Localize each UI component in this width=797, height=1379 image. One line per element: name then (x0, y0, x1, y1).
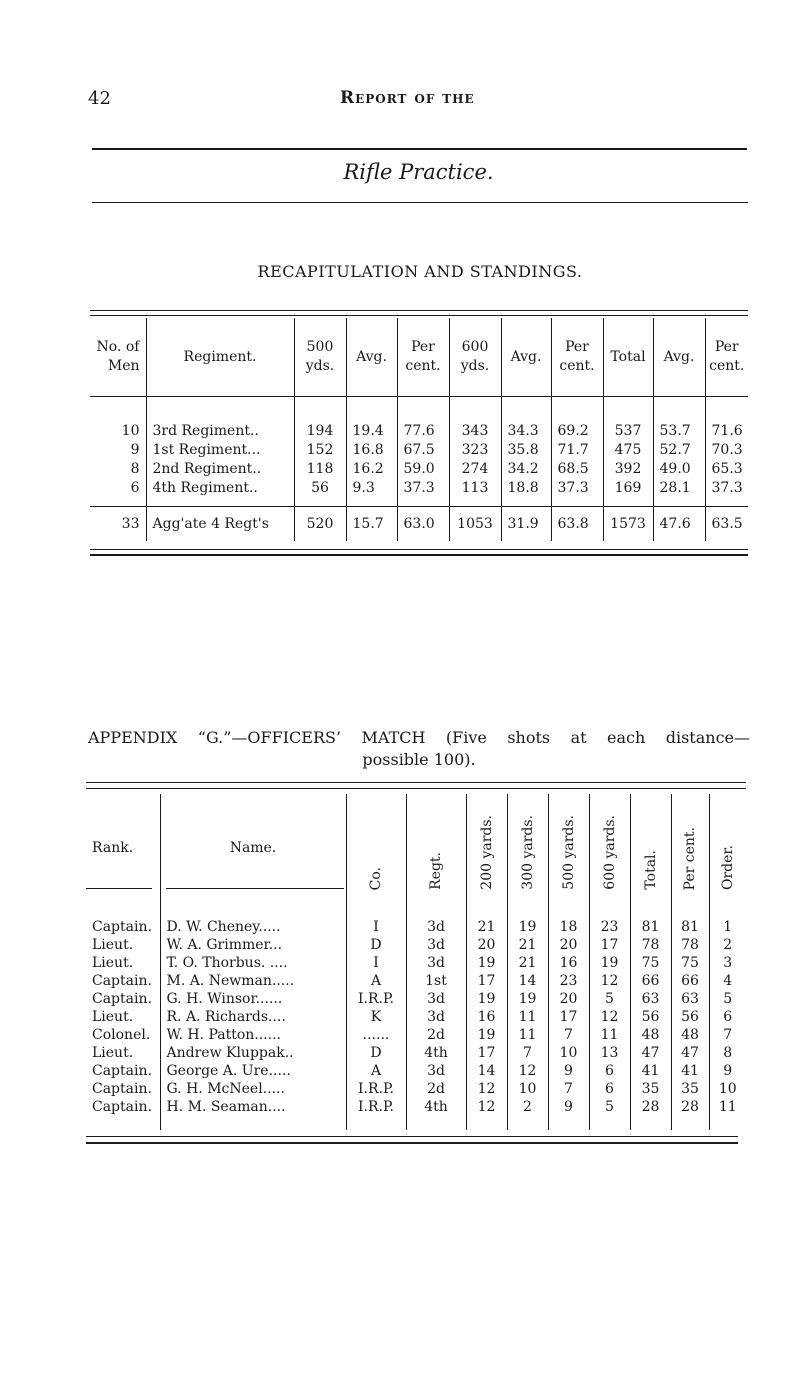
recap-header-cell (551, 318, 603, 396)
recap-total-cell: 520 (294, 507, 346, 542)
officers-cell: 75 (671, 954, 709, 972)
recap-row (90, 396, 748, 441)
officers-cell: 41 (630, 1062, 671, 1080)
recap-header-label: Avg. (510, 348, 542, 365)
table-row (86, 1098, 746, 1130)
running-head: Report of the (340, 88, 475, 108)
officers-cell: 20 (548, 936, 589, 954)
officers-cell: 63 (630, 990, 671, 1008)
officers-cell: R. A. Richards.... (160, 1008, 346, 1026)
officers-cell: 12 (466, 1098, 507, 1130)
officers-cell: 66 (671, 972, 709, 990)
recap-cell: 49.0 (653, 460, 705, 479)
officers-header-label: 500 yards. (560, 815, 577, 890)
recap-cell: 323 (449, 441, 501, 460)
recap-header-label: cent. (709, 358, 745, 374)
officers-cell: 56 (630, 1008, 671, 1026)
recap-cell: 8 (130, 461, 140, 477)
recap-cell: 28.1 (653, 479, 705, 507)
recap-cell: 16.8 (346, 441, 397, 460)
officers-cell: 7 (507, 1044, 548, 1062)
officers-cell: 3 (709, 954, 746, 972)
recap-header-label: yds. (460, 358, 490, 374)
officers-header-cell (630, 794, 671, 902)
officers-cell: 3d (406, 1062, 466, 1080)
officers-header-cell (548, 794, 589, 902)
officers-cell: I.R.P. (346, 990, 406, 1008)
recap-cell: 34.2 (501, 460, 551, 479)
recap-header-label: 500 (306, 339, 334, 355)
officers-cell: 7 (548, 1026, 589, 1044)
officers-cell: A (346, 1062, 406, 1080)
recap-cell: 169 (603, 479, 653, 507)
recap-cell: 343 (449, 396, 501, 441)
officers-header-label: Name. (229, 840, 277, 856)
officers-cell: Captain. (92, 919, 152, 935)
officers-cell: 19 (466, 1026, 507, 1044)
officers-cell: 10 (709, 1080, 746, 1098)
recap-table-title: RECAPITULATION AND STANDINGS. (257, 262, 583, 281)
recap-header-label: Avg. (356, 348, 387, 365)
officers-cell: I (346, 954, 406, 972)
recap-body (90, 396, 748, 507)
officers-cell: 4th (406, 1044, 466, 1062)
officers-cell: 12 (589, 972, 630, 990)
recap-header-cell (705, 318, 748, 396)
officers-cell: 5 (589, 1098, 630, 1130)
recap-cell: 71.6 (705, 396, 748, 441)
officers-cell: 23 (548, 972, 589, 990)
recap-header-label: Avg. (663, 348, 695, 365)
recap-cell: 4th Regiment.. (146, 479, 294, 507)
recap-cell: 2nd Regiment.. (146, 460, 294, 479)
recap-header-row (90, 318, 748, 396)
recap-cell: 9 (130, 442, 140, 458)
table-row (86, 936, 746, 954)
officers-cell: D. W. Cheney..... (160, 902, 346, 936)
recap-row (90, 479, 748, 507)
officers-cell: 47 (630, 1044, 671, 1062)
recap-total-cell: 47.6 (653, 507, 705, 542)
officers-cell: 21 (466, 902, 507, 936)
recap-cell: 69.2 (551, 396, 603, 441)
officers-cell: 75 (630, 954, 671, 972)
table-row (86, 990, 746, 1008)
officers-cell: 20 (548, 990, 589, 1008)
officers-cell: Captain. (92, 1063, 152, 1079)
table-row (86, 902, 746, 936)
recap-cell: 475 (603, 441, 653, 460)
recap-header-label: cent. (559, 358, 595, 374)
officers-cell: G. H. Winsor...... (160, 990, 346, 1008)
table-row (86, 1008, 746, 1026)
officers-header-label: Rank. (92, 840, 134, 856)
officers-cell: T. O. Thorbus. .... (160, 954, 346, 972)
officers-cell: W. A. Grimmer... (160, 936, 346, 954)
section-title: Rifle Practice. (343, 160, 494, 184)
officers-cell: 3d (406, 954, 466, 972)
officers-header-label: 200 yards. (478, 815, 495, 890)
officers-cell: 5 (589, 990, 630, 1008)
recap-cell: 70.3 (705, 441, 748, 460)
recap-cell: 52.7 (653, 441, 705, 460)
officers-cell: 2 (507, 1098, 548, 1130)
officers-header-label: Total. (642, 850, 659, 890)
recap-cell: 37.3 (397, 479, 449, 507)
recap-header-cell (294, 318, 346, 396)
officers-cell: 35 (671, 1080, 709, 1098)
officers-cell: Captain. (92, 973, 152, 989)
officers-header-label: 600 yards. (601, 815, 618, 890)
recap-total-cell: Agg'ate 4 Regt's (146, 507, 294, 542)
officers-cell: 19 (589, 954, 630, 972)
officers-cell: Lieut. (92, 1045, 134, 1061)
officers-cell: Lieut. (92, 937, 134, 953)
recap-total-row (90, 507, 748, 542)
table-row (86, 972, 746, 990)
officers-cell: 9 (709, 1062, 746, 1080)
officers-header-cell (346, 794, 406, 902)
recap-header-label: Total (610, 348, 646, 365)
officers-cell: 10 (548, 1044, 589, 1062)
officers-cell: 6 (709, 1008, 746, 1026)
officers-header-cell (671, 794, 709, 902)
recap-total-cell: 63.8 (551, 507, 603, 542)
officers-cell: 48 (630, 1026, 671, 1044)
officers-cell: Lieut. (92, 1009, 134, 1025)
officers-cell: M. A. Newman..... (160, 972, 346, 990)
officers-cell: 78 (630, 936, 671, 954)
officers-cell: H. M. Seaman.... (160, 1098, 346, 1130)
recap-rule-bottom-1 (90, 549, 748, 550)
officers-header-cell (709, 794, 746, 902)
recap-total-cell: 63.0 (397, 507, 449, 542)
recap-header-label: Per (714, 339, 739, 355)
officers-cell: 23 (589, 902, 630, 936)
officers-cell: 1 (709, 902, 746, 936)
recap-total (90, 507, 748, 542)
officers-cell: 17 (589, 936, 630, 954)
officers-cell: 35 (630, 1080, 671, 1098)
officers-cell: 18 (548, 902, 589, 936)
officers-cell: George A. Ure..... (160, 1062, 346, 1080)
recap-header-label: Regiment. (183, 348, 257, 365)
officers-rule-bottom-2 (86, 1142, 738, 1144)
officers-header-cell (507, 794, 548, 902)
officers-cell: 7 (709, 1026, 746, 1044)
officers-cell: 2d (406, 1026, 466, 1044)
officers-cell: 28 (671, 1098, 709, 1130)
officers-cell: 11 (589, 1026, 630, 1044)
officers-cell: 3d (406, 936, 466, 954)
recap-rule-top-1 (90, 310, 748, 311)
recap-total-cell: 33 (90, 507, 146, 542)
recap-cell: 10 (121, 423, 140, 439)
officers-cell: K (346, 1008, 406, 1026)
officers-cell: G. H. McNeel..... (160, 1080, 346, 1098)
rule-top (92, 148, 747, 150)
officers-header-cell (589, 794, 630, 902)
recap-cell: 274 (449, 460, 501, 479)
officers-cell: 81 (630, 902, 671, 936)
recap-header-cell (346, 318, 397, 396)
officers-cell: 11 (709, 1098, 746, 1130)
table-row (86, 1062, 746, 1080)
officers-header-label: Regt. (428, 852, 444, 890)
recap-cell: 56 (294, 479, 346, 507)
officers-cell: 3d (406, 1008, 466, 1026)
officers-cell: 14 (466, 1062, 507, 1080)
officers-cell: 19 (466, 990, 507, 1008)
officers-cell: 1st (406, 972, 466, 990)
officers-header-label: Order. (719, 844, 736, 890)
recap-total-cell: 63.5 (705, 507, 748, 542)
officers-rule-top-1 (86, 782, 746, 783)
recap-header-cell (603, 318, 653, 396)
recap-header-cell (653, 318, 705, 396)
recap-cell: 35.8 (501, 441, 551, 460)
officers-cell: 12 (507, 1062, 548, 1080)
recap-cell: 67.5 (397, 441, 449, 460)
recap-header-label: Per (565, 339, 589, 355)
officers-cell: 48 (671, 1026, 709, 1044)
officers-cell: 56 (671, 1008, 709, 1026)
table-row (86, 1026, 746, 1044)
officers-cell: 21 (507, 954, 548, 972)
recap-total-cell: 15.7 (346, 507, 397, 542)
officers-cell: I.R.P. (346, 1080, 406, 1098)
officers-cell: 2 (709, 936, 746, 954)
recap-cell: 1st Regiment... (146, 441, 294, 460)
table-row (86, 1044, 746, 1062)
appendix-title (88, 727, 750, 771)
recap-cell: 37.3 (705, 479, 748, 507)
officers-cell: A (346, 972, 406, 990)
officers-header-cell (466, 794, 507, 902)
officers-cell: 11 (507, 1026, 548, 1044)
recap-cell: 118 (294, 460, 346, 479)
officers-cell: 3d (406, 902, 466, 936)
officers-rule-bottom-1 (86, 1136, 738, 1137)
officers-cell: 41 (671, 1062, 709, 1080)
officers-cell: 66 (630, 972, 671, 990)
officers-rule-top-2 (86, 788, 746, 789)
officers-header-cell (406, 794, 466, 902)
recap-cell: 65.3 (705, 460, 748, 479)
recap-header-label: No. of (96, 339, 140, 355)
officers-cell: 8 (709, 1044, 746, 1062)
officers-cell: Captain. (92, 1081, 152, 1097)
officers-cell: D (346, 1044, 406, 1062)
recap-cell: 19.4 (346, 396, 397, 441)
officers-cell: 20 (466, 936, 507, 954)
recap-header-cell (397, 318, 449, 396)
officers-cell: ...... (346, 1026, 406, 1044)
officers-cell: 11 (507, 1008, 548, 1026)
recap-table (90, 318, 748, 541)
officers-header-label: Co. (368, 866, 384, 890)
officers-cell: 2d (406, 1080, 466, 1098)
officers-cell: 14 (507, 972, 548, 990)
officers-cell: Colonel. (92, 1027, 151, 1043)
recap-header-cell (146, 318, 294, 396)
officers-cell: 17 (466, 1044, 507, 1062)
recap-cell: 77.6 (397, 396, 449, 441)
officers-cell: 3d (406, 990, 466, 1008)
officers-cell: Lieut. (92, 955, 134, 971)
officers-cell: 6 (589, 1080, 630, 1098)
officers-header-row (86, 794, 746, 902)
officers-cell: Captain. (92, 1099, 152, 1115)
officers-cell: I (346, 902, 406, 936)
recap-cell: 18.8 (501, 479, 551, 507)
recap-cell: 59.0 (397, 460, 449, 479)
officers-header-cell (160, 794, 346, 902)
officers-cell: 12 (589, 1008, 630, 1026)
officers-cell: Andrew Kluppak.. (160, 1044, 346, 1062)
recap-cell: 537 (603, 396, 653, 441)
officers-cell: 6 (589, 1062, 630, 1080)
officers-header-label: 300 yards. (519, 815, 536, 890)
officers-cell: 16 (548, 954, 589, 972)
officers-cell: 16 (466, 1008, 507, 1026)
recap-cell: 53.7 (653, 396, 705, 441)
officers-cell: 17 (548, 1008, 589, 1026)
officers-table (86, 794, 746, 1130)
recap-total-cell: 1573 (603, 507, 653, 542)
officers-cell: I.R.P. (346, 1098, 406, 1130)
recap-cell: 113 (449, 479, 501, 507)
officers-cell: 81 (671, 902, 709, 936)
officers-cell: 9 (548, 1098, 589, 1130)
recap-cell: 392 (603, 460, 653, 479)
recap-header-cell (449, 318, 501, 396)
appendix-title-line1: APPENDIX “G.”—OFFICERS’ MATCH (Five shots at each distance— (88, 728, 750, 747)
officers-cell: 28 (630, 1098, 671, 1130)
recap-cell: 9.3 (346, 479, 397, 507)
recap-row (90, 460, 748, 479)
officers-cell: 5 (709, 990, 746, 1008)
recap-header-label: 600 (461, 339, 489, 355)
recap-cell: 71.7 (551, 441, 603, 460)
officers-header-cell (86, 794, 160, 902)
officers-cell: 13 (589, 1044, 630, 1062)
officers-cell: W. H. Patton...... (160, 1026, 346, 1044)
officers-cell: 4th (406, 1098, 466, 1130)
recap-header-cell (501, 318, 551, 396)
officers-cell: 78 (671, 936, 709, 954)
page-number: 42 (88, 88, 111, 109)
recap-header-label: cent. (405, 358, 441, 374)
officers-cell: 19 (507, 902, 548, 936)
table-row (86, 954, 746, 972)
officers-cell: D (346, 936, 406, 954)
recap-header-label: Men (107, 358, 140, 374)
recap-header-label: Per (411, 339, 435, 355)
officers-cell: 47 (671, 1044, 709, 1062)
recap-row (90, 441, 748, 460)
officers-cell: 4 (709, 972, 746, 990)
recap-total-cell: 1053 (449, 507, 501, 542)
officers-cell: 19 (507, 990, 548, 1008)
officers-cell: 63 (671, 990, 709, 1008)
recap-cell: 16.2 (346, 460, 397, 479)
recap-total-cell: 31.9 (501, 507, 551, 542)
recap-header-label: yds. (305, 358, 335, 374)
recap-header-cell (90, 318, 146, 396)
recap-cell: 37.3 (551, 479, 603, 507)
officers-body (86, 902, 746, 1130)
recap-cell: 194 (294, 396, 346, 441)
officers-cell: 19 (466, 954, 507, 972)
officers-cell: Captain. (92, 991, 152, 1007)
recap-rule-bottom-2 (90, 554, 748, 556)
recap-rule-top-2 (90, 315, 748, 316)
officers-cell: 12 (466, 1080, 507, 1098)
officers-cell: 17 (466, 972, 507, 990)
officers-cell: 7 (548, 1080, 589, 1098)
officers-cell: 21 (507, 936, 548, 954)
officers-header-label: Per cent. (682, 826, 698, 890)
rule-under-title (92, 202, 748, 203)
table-row (86, 1080, 746, 1098)
recap-cell: 68.5 (551, 460, 603, 479)
recap-cell: 3rd Regiment.. (146, 396, 294, 441)
recap-cell: 34.3 (501, 396, 551, 441)
recap-cell: 152 (294, 441, 346, 460)
officers-cell: 10 (507, 1080, 548, 1098)
officers-cell: 9 (548, 1062, 589, 1080)
recap-cell: 6 (130, 480, 140, 496)
appendix-title-line2: possible 100). (362, 750, 476, 769)
